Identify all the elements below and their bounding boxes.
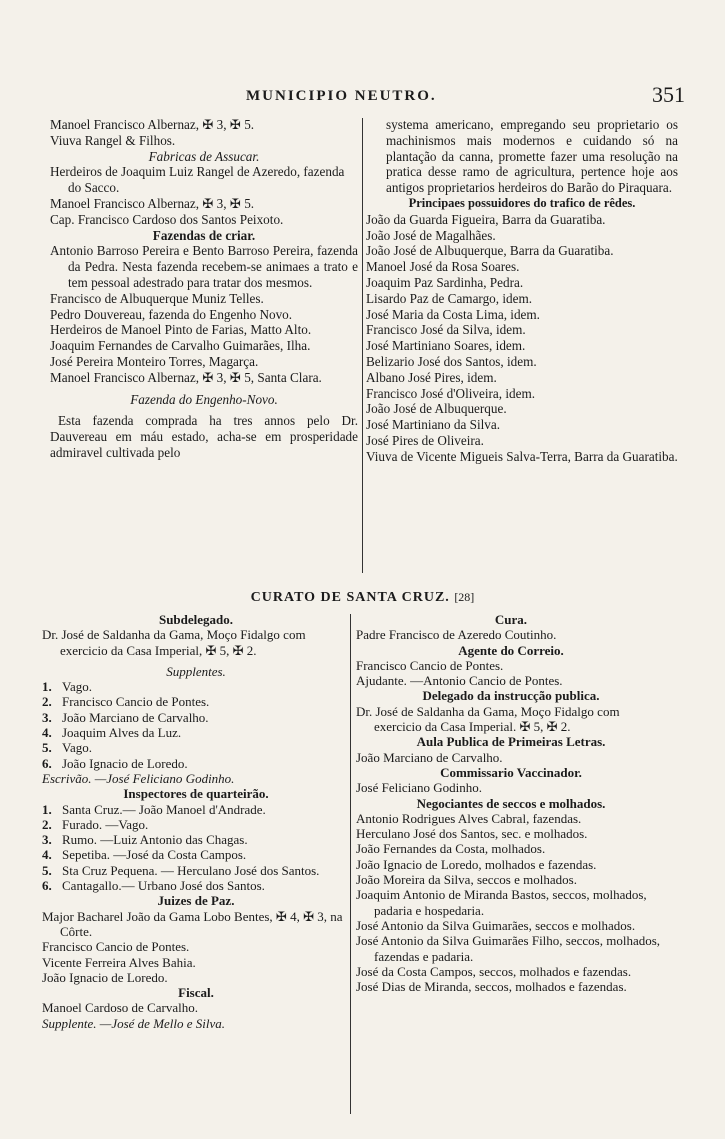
- entry: Major Bacharel João da Gama Lobo Bentes, ✠ 4, ✠ 3, na Côrte.: [42, 908, 343, 939]
- entry: Joaquim Fernandes de Carvalho Guimarães, Ilha.: [50, 338, 311, 354]
- entry: Escrivão. —José Feliciano Godinho.: [42, 770, 235, 786]
- entry: José Antonio da Silva Guimarães Filho, seccos, molhados, fazendas e padaria.: [356, 933, 661, 964]
- entry: Antonio Rodrigues Alves Cabral, fazendas.: [356, 810, 582, 826]
- entry: Herculano José dos Santos, sec. e molhados.: [356, 826, 588, 842]
- entry: Francisco de Albuquerque Muniz Telles.: [50, 290, 264, 306]
- entry: João José de Albuquerque, Barra da Guaratiba.: [366, 243, 614, 259]
- page-header: [0, 82, 725, 108]
- entry: Manoel Francisco Albernaz, ✠ 3, ✠ 5.: [50, 195, 255, 211]
- entry: Herdeiros de Joaquim Luiz Rangel de Azeredo, fazenda do Sacco.: [50, 164, 345, 196]
- subheading: Principaes possuidores do trafico de rêdes.: [408, 195, 636, 210]
- page-number: 351: [652, 82, 685, 107]
- entry: Francisco Cancio de Pontes.: [42, 939, 190, 955]
- entry: José da Costa Campos, seccos, molhados e fazendas.: [356, 963, 632, 979]
- list-item: 5. Vago.: [42, 740, 92, 756]
- list-item: 1. Santa Cruz.— João Manoel d'Andrade.: [42, 801, 266, 817]
- entry: Joaquim Paz Sardinha, Pedra.: [366, 274, 524, 290]
- top-right-column: [366, 117, 678, 465]
- entry: Lisardo Paz de Camargo, idem.: [366, 290, 533, 306]
- entry: Supplente. —José de Mello e Silva.: [42, 1015, 226, 1031]
- entry: José Dias de Miranda, seccos, molhados e fazendas.: [356, 979, 627, 995]
- list-item: 6. João Ignacio de Loredo.: [42, 755, 188, 771]
- subheading: Commissario Vaccinador.: [440, 764, 582, 780]
- entry: João José de Magalhães.: [366, 227, 496, 243]
- list-item: 6. Cantagallo.— Urbano José dos Santos.: [42, 878, 265, 894]
- entry: Viuva de Vicente Migueis Salva-Terra, Barra da Guaratiba.: [366, 448, 678, 464]
- subheading: Fabricas de Assucar.: [148, 148, 260, 164]
- entry: José Antonio da Silva Guimarães, seccos e molhados.: [356, 917, 636, 933]
- subheading: Fazenda do Engenho-Novo.: [130, 391, 278, 407]
- section-ref: [28]: [454, 590, 475, 604]
- entry: João Fernandes da Costa, molhados.: [356, 841, 546, 857]
- list-item: 1. Vago.: [42, 679, 92, 695]
- entry: José Feliciano Godinho.: [356, 780, 483, 796]
- subheading: Juizes de Paz.: [157, 893, 235, 909]
- entry: Francisco Cancio de Pontes.: [356, 657, 504, 673]
- bottom-right-column: [356, 612, 666, 994]
- subheading: Delegado da instrucção publica.: [422, 688, 600, 704]
- subheading: Agente do Correio.: [458, 642, 564, 658]
- entry: José Pereira Monteiro Torres, Magarça.: [50, 353, 259, 369]
- entry: João Ignacio de Loredo, molhados e fazendas.: [356, 856, 597, 872]
- list-item: 2. Furado. —Vago.: [42, 816, 149, 832]
- entry: Manoel José da Rosa Soares.: [366, 259, 520, 275]
- section-title: [0, 590, 725, 606]
- entry: Belizario José dos Santos, idem.: [366, 353, 537, 369]
- entry: João Ignacio de Loredo.: [42, 969, 168, 985]
- column-rule: [362, 118, 363, 573]
- subheading: Inspectores de quarteirão.: [123, 786, 269, 802]
- paragraph: systema americano, empregando seu proprietario os machinismos mais modernos e cuidando só na plantação da canna, promette fazer uma resolução na pratica desse ramo de agricultura, pertence hoje aos antigos proprietarios herdeiros do Barão do Piraquara.: [386, 117, 678, 196]
- entry: João da Guarda Figueira, Barra da Guaratiba.: [366, 211, 606, 227]
- entry: Herdeiros de Manoel Pinto de Farias, Matto Alto.: [50, 322, 312, 338]
- bottom-left-column: [42, 612, 350, 1031]
- entry: José Martiniano da Silva.: [366, 417, 501, 433]
- entry: Pedro Douvereau, fazenda do Engenho Novo.: [50, 306, 293, 322]
- paragraph: Esta fazenda comprada ha tres annos pelo Dr. Dauvereau em máu estado, acha-se em prosperidade admiravel cultivada pelo: [50, 413, 358, 460]
- subheading: Aula Publica de Primeiras Letras.: [416, 734, 606, 750]
- subheading: Fiscal.: [178, 985, 214, 1001]
- subheading: Negociantes de seccos e molhados.: [416, 795, 606, 811]
- entry: Viuva Rangel & Filhos.: [50, 132, 176, 148]
- list-item: 5. Sta Cruz Pequena. — Herculano José dos Santos.: [42, 862, 320, 878]
- list-item: 3. João Marciano de Carvalho.: [42, 709, 209, 725]
- list-item: 2. Francisco Cancio de Pontes.: [42, 694, 210, 710]
- entry: João Marciano de Carvalho.: [356, 749, 503, 765]
- entry: Albano José Pires, idem.: [366, 369, 497, 385]
- subheading: Cura.: [494, 612, 528, 627]
- entry: Dr. José de Saldanha da Gama, Moço Fidalgo com exercicio da Casa Imperial, ✠ 5, ✠ 2.: [42, 627, 306, 658]
- entry: Manoel Cardoso de Carvalho.: [42, 1000, 198, 1016]
- entry: José Pires de Oliveira.: [366, 432, 484, 448]
- entry: Francisco José da Silva, idem.: [366, 322, 526, 338]
- section-name: CURATO DE SANTA CRUZ.: [250, 590, 450, 605]
- list-item: 4. Sepetiba. —José da Costa Campos.: [42, 847, 247, 863]
- list-item: 4. Joaquim Alves da Luz.: [42, 725, 182, 741]
- subheading: Subdelegado.: [158, 612, 234, 627]
- entry: Dr. José de Saldanha da Gama, Moço Fidalgo com exercicio da Casa Imperial. ✠ 5, ✠ 2.: [356, 703, 620, 735]
- entry: José Maria da Costa Lima, idem.: [366, 306, 540, 322]
- entry: João José de Albuquerque.: [366, 401, 507, 417]
- entry: Vicente Ferreira Alves Bahia.: [42, 954, 196, 970]
- running-title: MUNICIPIO NEUTRO.: [246, 88, 437, 104]
- entry: Ajudante. —Antonio Cancio de Pontes.: [356, 673, 563, 689]
- entry: Joaquim Antonio de Miranda Bastos, seccos, molhados, padaria e hospedaria.: [356, 887, 647, 918]
- subheading: Fazendas de criar.: [152, 227, 256, 243]
- entry: Cap. Francisco Cardoso dos Santos Peixoto.: [50, 211, 284, 227]
- entry: Padre Francisco de Azeredo Coutinho.: [356, 627, 557, 643]
- list-item: 3. Rumo. —Luiz Antonio das Chagas.: [42, 832, 248, 848]
- entry: Francisco José d'Oliveira, idem.: [366, 385, 536, 401]
- entry: José Martiniano Soares, idem.: [366, 338, 526, 354]
- entry: Manoel Francisco Albernaz, ✠ 3, ✠ 5.: [50, 117, 255, 132]
- entry: João Moreira da Silva, seccos e molhados.: [356, 872, 577, 888]
- entry: Antonio Barroso Pereira e Bento Barroso Pereira, fazenda da Pedra. Nesta fazenda recebem-se animaes a trato e tem pessoal adestrado para tratar dos mesmos.: [50, 243, 358, 290]
- subheading: Supplentes.: [166, 663, 226, 679]
- column-rule: [350, 614, 351, 1114]
- entry: Manoel Francisco Albernaz, ✠ 3, ✠ 5, Santa Clara.: [50, 369, 322, 385]
- top-left-column: [50, 117, 358, 461]
